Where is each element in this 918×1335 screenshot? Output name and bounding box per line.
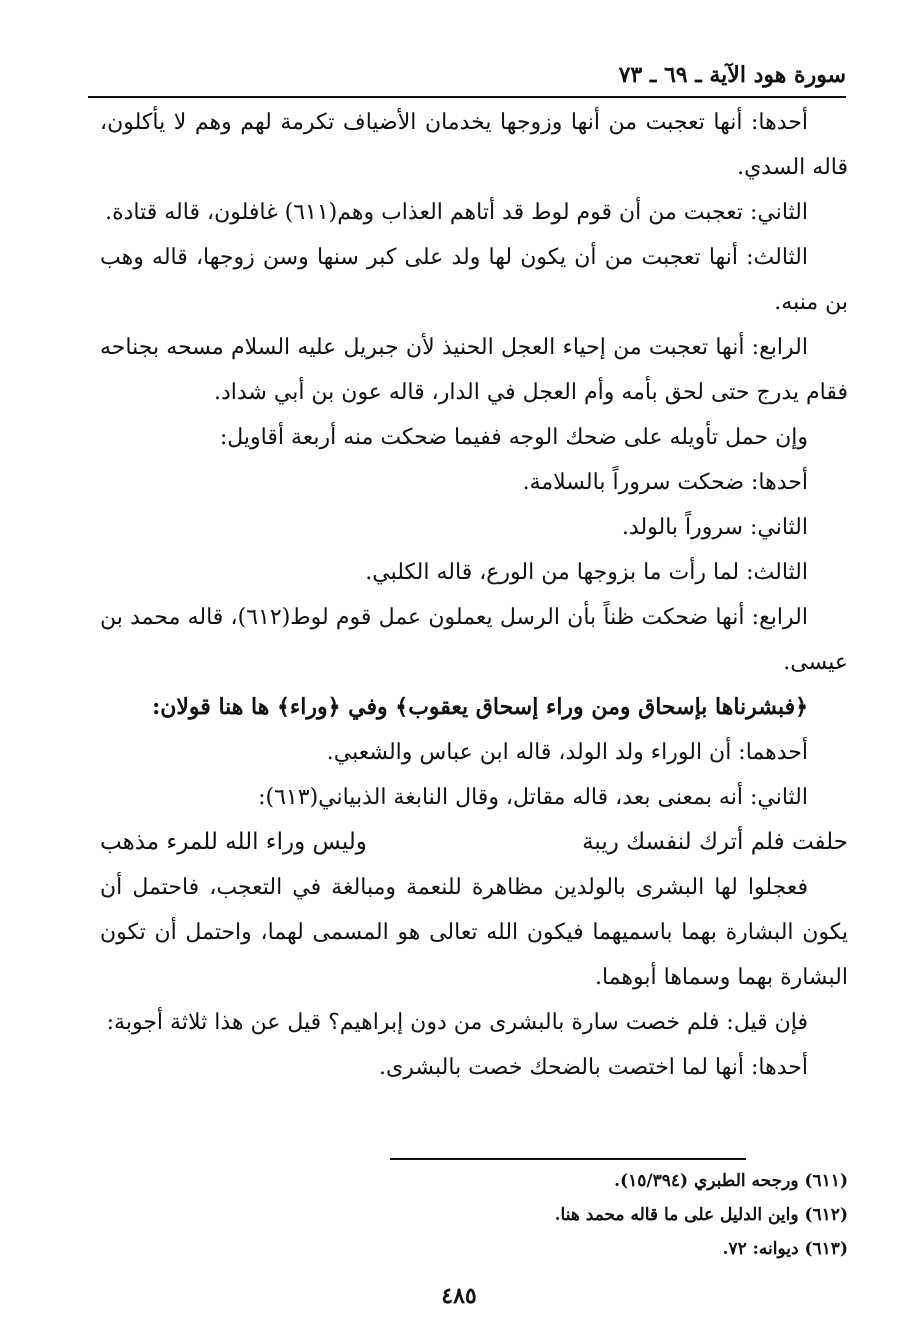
running-header (88, 60, 846, 98)
poem-second-hemistich: وليس وراء الله للمرء مذهب (100, 829, 367, 855)
footnote: (٦١٣) ديوانه: ٧٢. (722, 1239, 848, 1259)
paragraph: الثاني: تعجبت من أن قوم لوط قد أتاهم العذاب وهم(٦١١) غافلون، قاله قتادة. (105, 200, 808, 225)
paragraph: أحدها: ضحكت سروراً بالسلامة. (522, 470, 808, 495)
paragraph: الثاني: سروراً بالولد. (621, 515, 808, 540)
paragraph: الرابع: أنها ضحكت ظناً بأن الرسل يعملون عمل قوم لوط(٦١٢)، قاله محمد بن عيسى. (100, 605, 848, 675)
footnotes (100, 1164, 848, 1266)
paragraph: أحدهما: أن الوراء ولد الولد، قاله ابن عباس والشعبي. (326, 740, 808, 765)
footnote-divider (390, 1158, 746, 1160)
footnote: (٦١٢) واين الدليل على ما قاله محمد هنا. (554, 1205, 848, 1225)
paragraph: وإن حمل تأويله على ضحك الوجه ففيما ضحكت منه أربعة أقاويل: (219, 425, 808, 450)
paragraph: الثاني: أنه بمعنى بعد، قاله مقاتل، وقال النابغة الذبياني(٦١٣): (258, 785, 808, 810)
page-number: ٤٨٥ (441, 1283, 477, 1309)
paragraph: أحدها: أنها لما اختصت بالضحك خصت بالبشرى. (379, 1055, 808, 1080)
paragraph: الثالث: أنها تعجبت من أن يكون لها ولد على كبر سنها وسن زوجها، قاله وهب بن منبه. (100, 245, 848, 315)
poem-verse (100, 820, 848, 865)
poem-first-hemistich: حلفت فلم أترك لنفسك ريبة (582, 829, 848, 855)
footnote: (٦١١) ورجحه الطبري (١٥/٣٩٤). (614, 1171, 848, 1191)
paragraph: فإن قيل: فلم خصت سارة بالبشرى من دون إبراهيم؟ قيل عن هذا ثلاثة أجوبة: (106, 1010, 808, 1035)
paragraph: الثالث: لما رأت ما بزوجها من الورع، قاله الكلبي. (365, 560, 808, 585)
main-text (100, 100, 848, 1090)
quran-verse-paragraph: ﴿فبشرناها بإسحاق ومن وراء إسحاق يعقوب﴾ وفي ﴿وراء﴾ ها هنا قولان: (152, 694, 808, 720)
paragraph: فعجلوا لها البشرى بالولدين مظاهرة للنعمة ومبالغة في التعجب، فاحتمل أن يكون البشارة بهما باسميهما فيكون الله تعالى هو المسمى لهما، واحتمل أن تكون البشارة بهما وسماها أبوهما. (100, 875, 848, 990)
paragraph: أحدها: أنها تعجبت من أنها وزوجها يخدمان الأضياف تكرمة لهم وهم لا يأكلون، قاله السدي. (100, 110, 848, 180)
header-title: سورة هود الآية ـ ٦٩ ـ ٧٣ (618, 62, 846, 88)
paragraph: الرابع: أنها تعجبت من إحياء العجل الحنيذ لأن جبريل عليه السلام مسحه بجناحه فقام يدرج حتى لحق بأمه وأم العجل في الدار، قاله عون بن أبي شداد. (100, 335, 848, 405)
